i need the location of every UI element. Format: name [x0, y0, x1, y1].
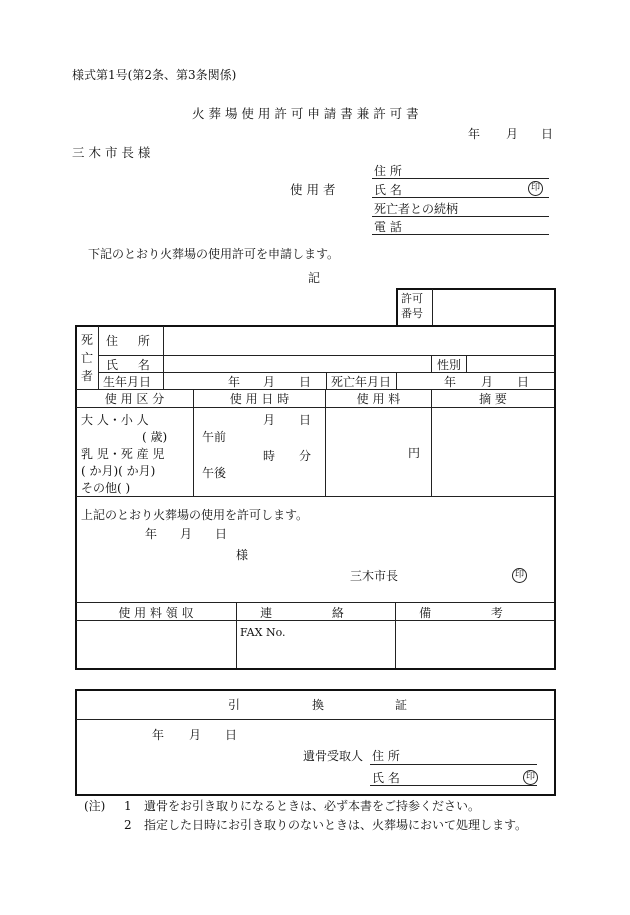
notes-header: 備 考	[419, 606, 531, 620]
seal-icon: 印	[528, 181, 543, 196]
divider	[193, 389, 194, 496]
divider	[98, 326, 99, 389]
divider	[76, 407, 554, 408]
divider	[432, 289, 433, 326]
category-age: ( 歳)	[142, 430, 168, 444]
exchange-title-1: 引	[228, 698, 241, 712]
applicant-phone-line[interactable]	[372, 234, 549, 235]
category-months: ( か月)( か月)	[81, 464, 156, 478]
usage-month: 月	[263, 413, 276, 427]
fee-receipt-field[interactable]	[82, 625, 232, 665]
contact-header: 連 絡	[260, 606, 372, 620]
usage-pm: 午後	[202, 466, 227, 480]
usage-header-datetime: 使 用 日 時	[229, 392, 290, 406]
divider	[431, 355, 432, 372]
category-adult-child: 大 人・小 人	[81, 413, 149, 427]
exchange-year: 年	[152, 728, 165, 742]
death-day: 日	[517, 375, 530, 389]
deceased-birth-label: 生年月日	[103, 375, 152, 389]
receiver-name-line[interactable]	[370, 785, 537, 786]
divider	[236, 602, 237, 668]
divider	[76, 496, 554, 497]
seal-icon: 印	[523, 770, 538, 785]
divider	[98, 355, 554, 356]
birth-month: 月	[263, 375, 276, 389]
divider	[163, 326, 164, 389]
category-infant-stillborn: 乳 児・死 産 児	[81, 447, 165, 461]
usage-header-fee: 使 用 料	[356, 392, 401, 406]
deceased-side-1: 死	[81, 333, 94, 347]
birth-year: 年	[228, 375, 241, 389]
divider	[326, 372, 327, 389]
divider	[395, 602, 396, 668]
exchange-title-3: 証	[395, 698, 408, 712]
note-1-number: 1	[124, 799, 132, 813]
usage-hour: 時	[263, 449, 276, 463]
divider	[466, 355, 467, 372]
date-top-year: 年	[468, 127, 481, 141]
remarks-field[interactable]	[436, 412, 550, 490]
usage-day: 日	[299, 413, 312, 427]
deceased-address-label: 住 所	[106, 334, 158, 348]
permit-number-label-2: 番号	[401, 307, 423, 320]
mayor-label: 三木市長	[350, 569, 399, 583]
permit-month: 月	[180, 527, 193, 541]
deceased-sex-label: 性別	[437, 358, 462, 372]
applicant-phone-label: 電 話	[374, 220, 402, 234]
fee-receipt-header: 使 用 料 領 収	[118, 606, 194, 620]
receiver-label: 遺骨受取人	[303, 749, 364, 763]
divider	[325, 389, 326, 496]
date-top-month: 月	[506, 127, 519, 141]
receiver-name-label: 氏 名	[372, 771, 400, 785]
birth-day: 日	[299, 375, 312, 389]
fax-label: FAX No.	[240, 626, 286, 639]
deceased-address-field[interactable]	[170, 331, 550, 351]
divider	[76, 602, 554, 603]
permit-number-field[interactable]	[440, 300, 550, 318]
deceased-name-label: 氏 名	[106, 358, 158, 372]
notes-label: (注)	[84, 799, 106, 813]
applicant-relation-line[interactable]	[372, 216, 549, 217]
category-other: その他( )	[81, 481, 131, 495]
intro-text: 下記のとおり火葬場の使用許可を申請します。	[88, 247, 340, 261]
deceased-side-3: 者	[81, 369, 94, 383]
divider	[76, 389, 554, 390]
applicant-address-label: 住 所	[374, 164, 402, 178]
fee-unit: 円	[408, 446, 421, 460]
exchange-title-2: 換	[312, 698, 325, 712]
deceased-sex-field[interactable]	[472, 358, 550, 372]
divider	[431, 389, 432, 496]
usage-header-category: 使 用 区 分	[104, 392, 165, 406]
fee-field[interactable]	[330, 412, 426, 490]
form-number: 様式第1号(第2条、第3条関係)	[72, 68, 237, 82]
note-1-text: 遺骨をお引き取りになるときは、必ず本書をご持参ください。	[144, 799, 481, 813]
deceased-name-field[interactable]	[170, 358, 425, 372]
ki-label: 記	[308, 271, 321, 285]
applicant-address-line[interactable]	[372, 178, 549, 179]
receiver-address-line[interactable]	[370, 764, 537, 765]
page-title: 火 葬 場 使 用 許 可 申 請 書 兼 許 可 書	[192, 106, 419, 121]
permit-number-label-1: 許可	[401, 292, 423, 305]
date-top-day: 日	[541, 127, 554, 141]
applicant-label: 使 用 者	[290, 182, 336, 197]
applicant-name-label: 氏 名	[374, 183, 402, 197]
note-2-text: 指定した日時にお引き取りのないときは、火葬場において処理します。	[144, 818, 528, 832]
divider	[76, 620, 554, 621]
notes-field[interactable]	[400, 625, 550, 665]
deceased-side-2: 亡	[81, 351, 94, 365]
applicant-relation-label: 死亡者との続柄	[374, 202, 459, 216]
usage-header-remarks: 摘 要	[479, 392, 507, 406]
exchange-month: 月	[189, 728, 202, 742]
fax-field[interactable]	[290, 625, 390, 639]
permit-day: 日	[215, 527, 228, 541]
exchange-day: 日	[225, 728, 238, 742]
permit-year: 年	[145, 527, 158, 541]
death-year: 年	[444, 375, 457, 389]
permit-sama: 様	[236, 548, 249, 562]
note-2-number: 2	[124, 818, 132, 832]
death-month: 月	[481, 375, 494, 389]
seal-icon: 印	[512, 568, 527, 583]
usage-am: 午前	[202, 430, 227, 444]
receiver-address-label: 住 所	[372, 749, 400, 763]
addressee: 三 木 市 長 様	[72, 145, 151, 160]
divider	[76, 719, 554, 720]
divider	[396, 372, 397, 389]
deceased-death-label: 死亡年月日	[331, 375, 392, 389]
usage-minute: 分	[299, 449, 312, 463]
permit-text: 上記のとおり火葬場の使用を許可します。	[81, 508, 309, 522]
applicant-name-line[interactable]	[372, 197, 549, 198]
